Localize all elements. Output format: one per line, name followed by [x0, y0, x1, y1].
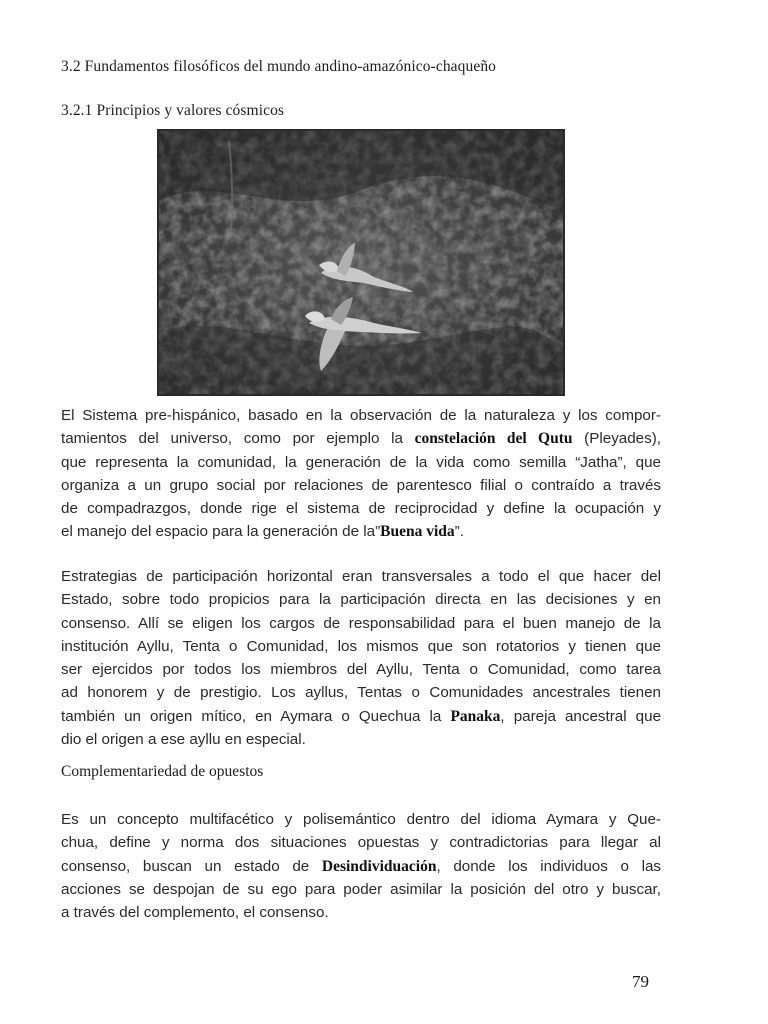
paragraph-line	[61, 878, 661, 901]
parrots-photo	[157, 129, 565, 396]
section-heading: 3.2 Fundamentos filosóficos del mundo andino-amazónico-chaqueño	[61, 58, 497, 75]
paragraph-line	[61, 831, 661, 854]
text-run: ser ejercidos por todos los miembros del Ayllu, Tenta o Comunidad, como tarea	[61, 661, 661, 679]
paragraph-line	[61, 635, 661, 658]
subsection-heading: 3.2.1 Principios y valores cósmicos	[61, 102, 285, 119]
paragraph-line	[61, 404, 661, 427]
text-run: también un origen mítico, en Aymara o Quechua la	[61, 707, 451, 725]
complementariedad-heading: Complementariedad de opuestos	[61, 763, 264, 780]
paragraph-line	[61, 451, 661, 474]
paragraph-line	[61, 520, 661, 543]
text-run: tamientos del universo, como por ejemplo la	[61, 430, 415, 448]
paragraph-line	[61, 497, 661, 520]
text-run: de compadrazgos, donde rige el sistema de reciprocidad y define la ocupación y	[61, 500, 661, 518]
paragraph-line	[61, 855, 661, 878]
paragraph-line	[61, 728, 661, 751]
paragraph-line	[61, 658, 661, 681]
paragraph-line	[61, 901, 661, 924]
text-run: a través del complemento, el consenso.	[61, 904, 329, 922]
paragraph-line	[61, 474, 661, 497]
paragraph-line	[61, 808, 661, 831]
paragraph-estrategias-participacion	[61, 565, 661, 751]
bold-term: Buena vida	[380, 523, 455, 541]
bold-term: Desindividuación	[321, 857, 437, 875]
text-run: institución Ayllu, Tenta o Comunidad, los mismos que son rotatorios y tienen que	[61, 637, 661, 655]
bold-term: Panaka	[450, 707, 501, 725]
text-run: (Pleyades),	[572, 430, 661, 448]
text-run: chua, define y norma dos situaciones opuestas y contradictorias para llegar al	[61, 834, 661, 852]
text-run: el manejo del espacio para la generación de la”	[61, 523, 381, 541]
text-run: Es un concepto multifacético y polisemántico dentro del idioma Aymara y Que-	[61, 811, 661, 828]
parrots-photo-illustration	[159, 131, 563, 394]
text-run: consenso, buscan un estado de	[61, 857, 322, 875]
text-run: , pareja ancestral que	[500, 707, 662, 725]
text-run: ”.	[454, 523, 464, 541]
text-run: dio el origen a ese ayllu en especial.	[61, 731, 306, 749]
paragraph-line	[61, 565, 661, 588]
paragraph-line	[61, 588, 661, 611]
text-run: organiza a un grupo social por relaciones de parentesco filial o contraído a través	[61, 476, 661, 494]
text-run: Estrategias de participación horizontal eran transversales a todo el que hacer del	[61, 568, 661, 585]
paragraph-line	[61, 612, 661, 635]
text-run: acciones se despojan de su ego para poder asimilar la posición del otro y buscar,	[61, 880, 661, 898]
text-run: Estado, sobre todo propicios para la participación directa en las decisiones y en	[61, 591, 661, 609]
paragraph-line	[61, 681, 661, 704]
paragraph-line	[61, 427, 661, 450]
paragraph-sistema-prehispanico	[61, 404, 661, 544]
bold-term: constelación del Qutu	[414, 430, 573, 448]
text-run: ad honorem y de prestigio. Los ayllus, Tentas o Comunidades ancestrales tienen	[61, 684, 661, 702]
text-run: , donde los individuos o las	[436, 857, 661, 875]
paragraph-concepto-multifacetico	[61, 808, 661, 924]
page-number: 79	[632, 972, 649, 991]
text-run: El Sistema pre-hispánico, basado en la observación de la naturaleza y los compor-	[61, 407, 661, 424]
text-run: que representa la comunidad, la generación de la vida como semilla “Jatha”, que	[61, 453, 661, 471]
text-run: consenso. Allí se eligen los cargos de responsabilidad para el buen manejo de la	[61, 614, 661, 632]
paragraph-line	[61, 705, 661, 728]
